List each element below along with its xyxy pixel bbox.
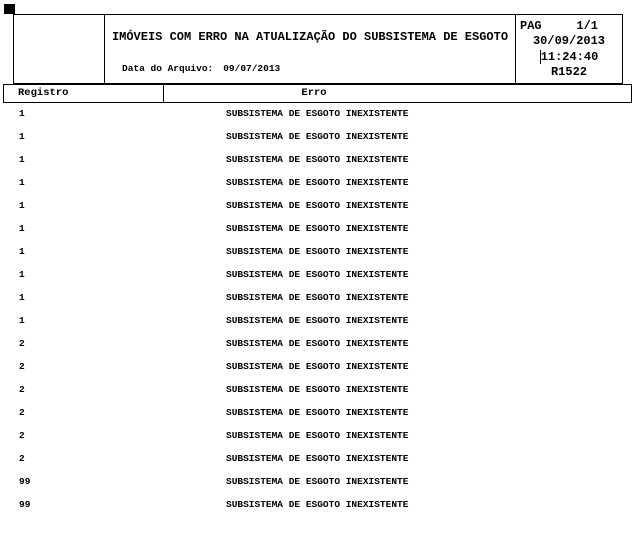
- registro-value: 1: [19, 269, 25, 280]
- erro-value: SUBSISTEMA DE ESGOTO INEXISTENTE: [226, 223, 409, 234]
- table-row: [0, 217, 635, 240]
- registro-value: 2: [19, 361, 25, 372]
- registro-value: 1: [19, 292, 25, 303]
- registro-value: 1: [19, 108, 25, 119]
- table-row: [0, 171, 635, 194]
- table-row: [0, 194, 635, 217]
- corner-block-icon: [4, 4, 15, 14]
- report-title: IMÓVEIS COM ERRO NA ATUALIZAÇÃO DO SUBSISTEMA DE ESGOTO: [111, 30, 509, 44]
- erro-value: SUBSISTEMA DE ESGOTO INEXISTENTE: [226, 453, 409, 464]
- table-row: [0, 263, 635, 286]
- page-value: 1/1: [576, 19, 598, 33]
- registro-value: 1: [19, 246, 25, 257]
- page-info-cell: [515, 15, 622, 83]
- title-cell: [105, 15, 515, 83]
- report-time-line: [520, 50, 618, 64]
- table-row: [0, 332, 635, 355]
- table-row: [0, 125, 635, 148]
- erro-value: SUBSISTEMA DE ESGOTO INEXISTENTE: [226, 407, 409, 418]
- registro-value: 2: [19, 407, 25, 418]
- table-row: [0, 355, 635, 378]
- registro-column-header: Registro: [4, 85, 164, 102]
- erro-value: SUBSISTEMA DE ESGOTO INEXISTENTE: [226, 499, 409, 510]
- registro-value: 1: [19, 200, 25, 211]
- report-code: R1522: [550, 64, 587, 79]
- registro-value: 1: [19, 315, 25, 326]
- table-row: [0, 240, 635, 263]
- page-label: PAG: [520, 19, 542, 33]
- erro-column-header-cell: [164, 85, 631, 102]
- table-row: [0, 286, 635, 309]
- erro-value: SUBSISTEMA DE ESGOTO INEXISTENTE: [226, 384, 409, 395]
- erro-value: SUBSISTEMA DE ESGOTO INEXISTENTE: [226, 338, 409, 349]
- registro-value: 1: [19, 131, 25, 142]
- erro-value: SUBSISTEMA DE ESGOTO INEXISTENTE: [226, 200, 409, 211]
- table-row: [0, 424, 635, 447]
- erro-value: SUBSISTEMA DE ESGOTO INEXISTENTE: [226, 246, 409, 257]
- table-row: [0, 378, 635, 401]
- erro-value: SUBSISTEMA DE ESGOTO INEXISTENTE: [226, 177, 409, 188]
- registro-value: 99: [19, 476, 31, 487]
- logo-placeholder-cell: [14, 15, 105, 83]
- column-header-row: [3, 84, 632, 103]
- file-date-line: [122, 63, 280, 74]
- registro-value: 2: [19, 384, 25, 395]
- table-row: [0, 401, 635, 424]
- erro-value: SUBSISTEMA DE ESGOTO INEXISTENTE: [226, 315, 409, 326]
- erro-value: SUBSISTEMA DE ESGOTO INEXISTENTE: [226, 430, 409, 441]
- table-row: [0, 309, 635, 332]
- page-number-line: [520, 19, 618, 33]
- report-header: [13, 14, 623, 84]
- table-row: [0, 470, 635, 493]
- erro-value: SUBSISTEMA DE ESGOTO INEXISTENTE: [226, 108, 409, 119]
- erro-value: SUBSISTEMA DE ESGOTO INEXISTENTE: [226, 476, 409, 487]
- erro-value: SUBSISTEMA DE ESGOTO INEXISTENTE: [226, 361, 409, 372]
- registro-value: 2: [19, 453, 25, 464]
- registro-value: 1: [19, 154, 25, 165]
- registro-value: 2: [19, 430, 25, 441]
- table-row: [0, 447, 635, 470]
- table-row: [0, 493, 635, 516]
- file-date-value: 09/07/2013: [223, 63, 281, 74]
- table-row: [0, 102, 635, 125]
- erro-value: SUBSISTEMA DE ESGOTO INEXISTENTE: [226, 292, 409, 303]
- registro-value: 99: [19, 499, 31, 510]
- table-body: [0, 102, 635, 516]
- registro-value: 2: [19, 338, 25, 349]
- registro-value: 1: [19, 223, 25, 234]
- erro-value: SUBSISTEMA DE ESGOTO INEXISTENTE: [226, 269, 409, 280]
- file-date-label: Data do Arquivo:: [122, 63, 214, 74]
- erro-column-header: Erro: [301, 87, 327, 99]
- registro-value: 1: [19, 177, 25, 188]
- report-time: 11:24:40: [540, 49, 599, 64]
- erro-value: SUBSISTEMA DE ESGOTO INEXISTENTE: [226, 154, 409, 165]
- erro-value: SUBSISTEMA DE ESGOTO INEXISTENTE: [226, 131, 409, 142]
- table-row: [0, 148, 635, 171]
- report-date: 30/09/2013: [532, 34, 605, 49]
